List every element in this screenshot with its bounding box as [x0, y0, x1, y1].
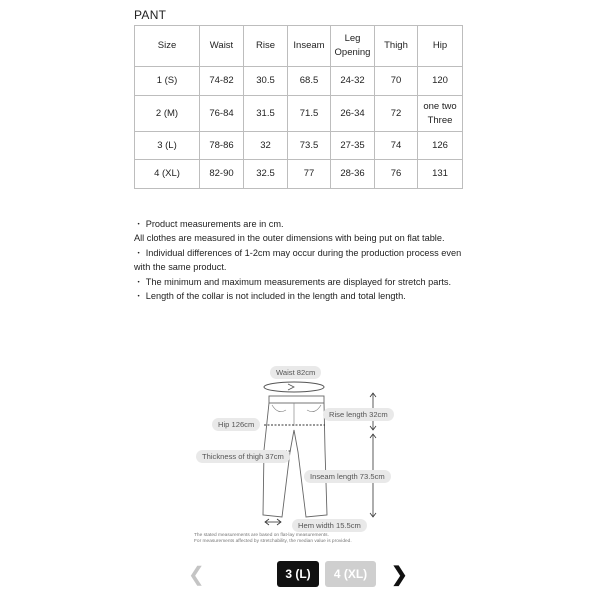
table-cell: 32.5 [244, 160, 288, 189]
table-cell: 72 [375, 96, 418, 132]
header-waist: Waist [200, 26, 244, 67]
table-cell: 74-82 [200, 67, 244, 96]
page-button-active[interactable]: 3 (L) [277, 561, 319, 587]
section-title: PANT [134, 8, 167, 22]
header-leg-opening: Leg Opening [331, 26, 375, 67]
table-cell: 24-32 [331, 67, 375, 96]
table-cell: 3 (L) [135, 132, 200, 160]
table-cell: 1 (S) [135, 67, 200, 96]
table-cell: 70 [375, 67, 418, 96]
thigh-label: Thickness of thigh 37cm [196, 450, 290, 463]
table-cell: 28-36 [331, 160, 375, 189]
chevron-left-icon[interactable]: ❮ [188, 564, 205, 586]
hip-label: Hip 126cm [212, 418, 260, 431]
measurement-notes [134, 217, 464, 303]
table-row [135, 160, 463, 189]
table-cell: 32 [244, 132, 288, 160]
table-row [135, 96, 463, 132]
note-line: ・ Length of the collar is not included in the length and total length. [134, 291, 406, 302]
table-cell: one two Three [418, 96, 463, 132]
table-cell: 71.5 [288, 96, 331, 132]
header-thigh: Thigh [375, 26, 418, 67]
table-row [135, 67, 463, 96]
table-cell: 77 [288, 160, 331, 189]
note-line: ・ The minimum and maximum measurements are displayed for stretch parts. [134, 276, 452, 287]
table-cell: 76-84 [200, 96, 244, 132]
table-cell: 73.5 [288, 132, 331, 160]
header-inseam: Inseam [288, 26, 331, 67]
table-cell: 30.5 [244, 67, 288, 96]
header-hip: Hip [418, 26, 463, 67]
table-cell: 76 [375, 160, 418, 189]
table-cell: 26-34 [331, 96, 375, 132]
table-cell: 82-90 [200, 160, 244, 189]
table-cell: 27-35 [331, 132, 375, 160]
note-line: ・ Product measurements are in cm. [134, 219, 284, 229]
table-cell: 2 (M) [135, 96, 200, 132]
fineprint-line: The stated measurements are based on flat-lay measurements. [194, 533, 329, 538]
table-header-row [135, 26, 463, 67]
table-row [135, 132, 463, 160]
page-button[interactable]: 4 (XL) [325, 561, 376, 587]
waist-label: Waist 82cm [270, 366, 321, 379]
fineprint-line: For measurements affected by stretchability, the median value is provided. [194, 539, 352, 544]
inseam-label: Inseam length 73.5cm [304, 470, 391, 483]
chevron-right-icon[interactable]: ❯ [391, 564, 408, 586]
table-cell: 74 [375, 132, 418, 160]
size-pager [0, 561, 600, 589]
table-cell: 131 [418, 160, 463, 189]
size-table [134, 25, 463, 189]
table-cell: 4 (XL) [135, 160, 200, 189]
hem-label: Hem width 15.5cm [292, 519, 367, 532]
diagram-fineprint [194, 533, 352, 545]
note-line: All clothes are measured in the outer dimensions with being put on flat table. [134, 233, 445, 244]
header-rise: Rise [244, 26, 288, 67]
table-cell: 78-86 [200, 132, 244, 160]
pants-measurement-diagram [190, 360, 410, 550]
rise-label: Rise length 32cm [323, 408, 394, 421]
note-line: ・ Individual differences of 1-2cm may occur during the production process even with the same product. [134, 247, 462, 273]
table-cell: 120 [418, 67, 463, 96]
header-size: Size [135, 26, 200, 67]
table-cell: 68.5 [288, 67, 331, 96]
table-cell: 126 [418, 132, 463, 160]
table-cell: 31.5 [244, 96, 288, 132]
